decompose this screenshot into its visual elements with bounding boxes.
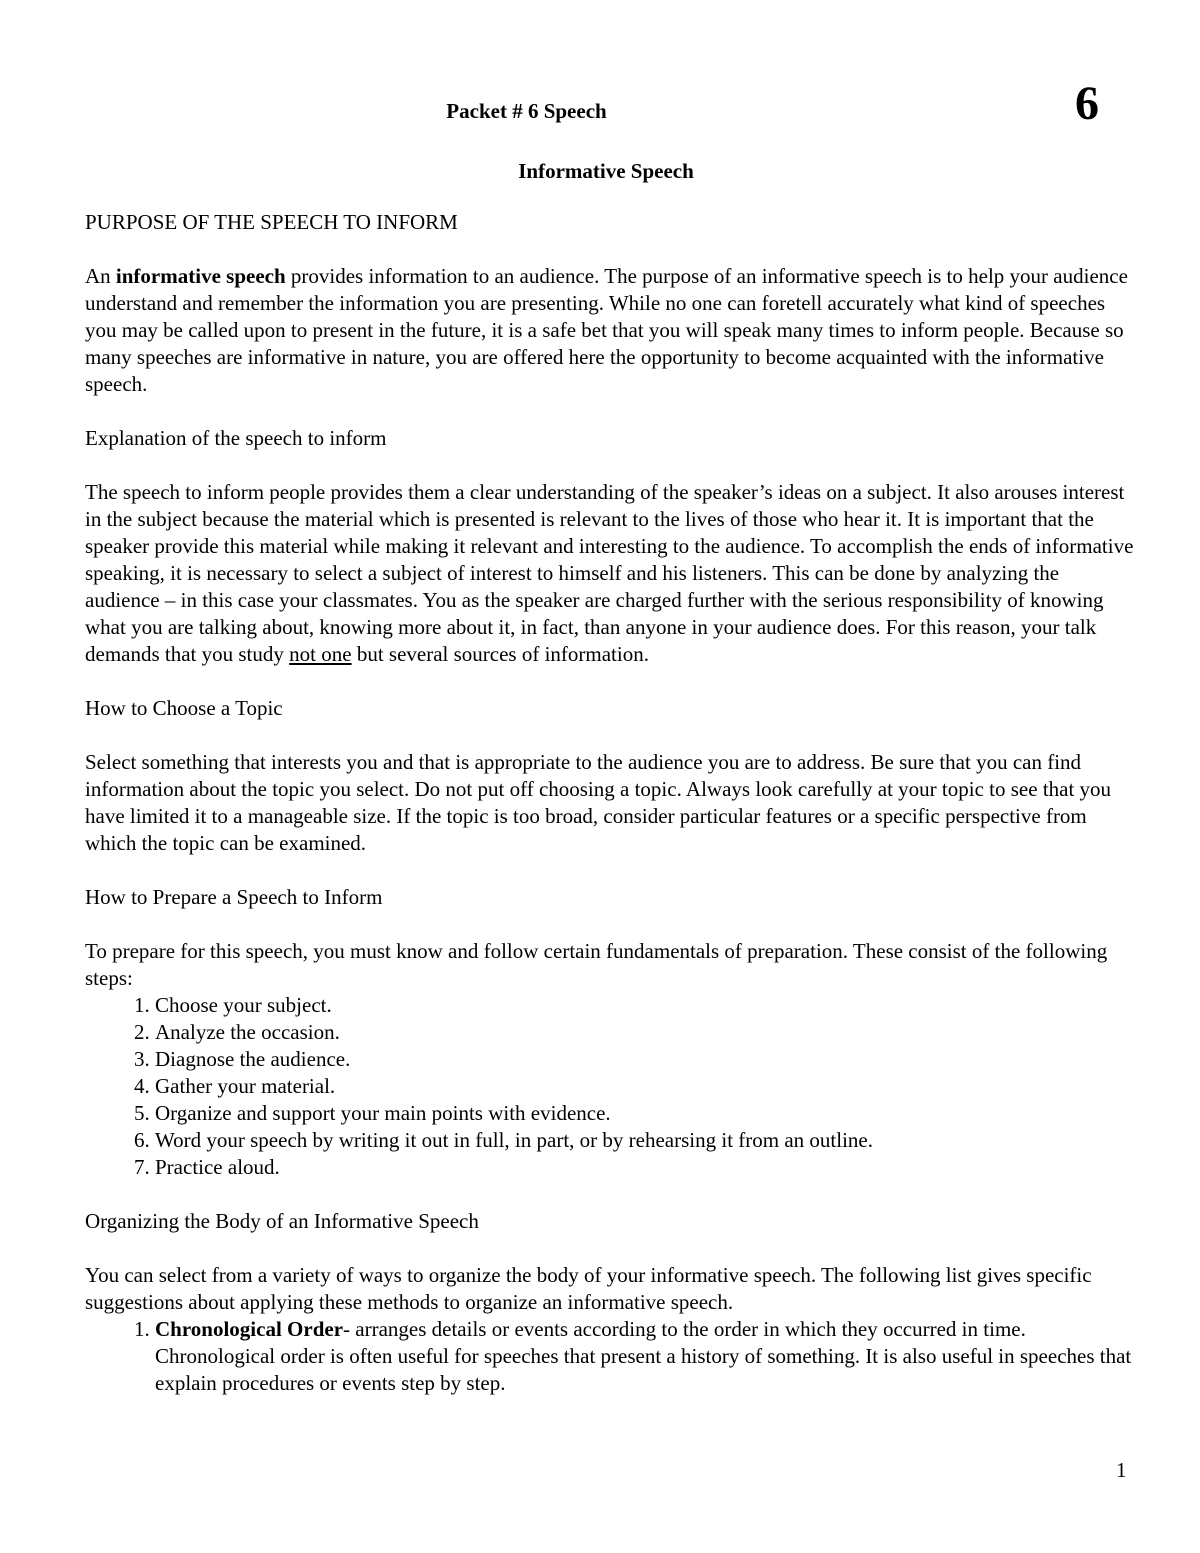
list-item: 7. Practice aloud. xyxy=(155,1154,1135,1181)
method-description: - arranges details or events according to the order in which they occurred in time. Chronological order is often useful for speeches that present a history of something. It is also useful in speeches that explain procedures or events step by step. xyxy=(155,1317,1132,1395)
purpose-paragraph xyxy=(85,263,1135,398)
not-one-emphasis: not one xyxy=(289,642,352,666)
explanation-paragraph xyxy=(85,479,1135,668)
explanation-end: but several sources of information. xyxy=(351,642,649,666)
list-item: 6. Word your speech by writing it out in full, in part, or by rehearsing it from an outline. xyxy=(155,1127,1135,1154)
list-item: 3. Diagnose the audience. xyxy=(155,1046,1135,1073)
packet-number: 6 xyxy=(1075,77,1099,130)
explanation-text: The speech to inform people provides them a clear understanding of the speaker’s ideas on a subject. It also arouses interest in the subject because the material which is presented is relevant to the lives of those who hear it. It is important that the speaker provide this material while making it relevant and interesting to the audience. To accomplish the ends of informative speaking, it is necessary to select a subject of interest to himself and his listeners. This can be done by analyzing the audience – in this case your classmates. You as the speaker are charged further with the serious responsibility of knowing what you are talking about, knowing more about it, in fact, than anyone in your audience does. For this reason, your talk demands that you study xyxy=(85,480,1134,666)
packet-title: Packet # 6 Speech xyxy=(446,99,607,123)
section-heading-prepare: How to Prepare a Speech to Inform xyxy=(85,885,383,909)
page-number: 1 xyxy=(1116,1458,1127,1482)
purpose-lead: An xyxy=(85,264,116,288)
section-heading-choose-topic: How to Choose a Topic xyxy=(85,696,283,720)
preparation-steps-list xyxy=(85,992,1135,1181)
choose-topic-paragraph: Select something that interests you and that is appropriate to the audience you are to address. Be sure that you can find information about the topic you select. Do not put off choosing a topic. Always look carefully at your topic to see that you have limited it to a manageable size. If the topic is too broad, consider particular features or a specific perspective from which the topic can be examined. xyxy=(85,750,1112,855)
organization-methods-list xyxy=(85,1316,1135,1397)
informative-speech-term: informative speech xyxy=(115,264,286,288)
section-heading-organizing: Organizing the Body of an Informative Speech xyxy=(85,1209,479,1233)
prepare-paragraph: To prepare for this speech, you must know and follow certain fundamentals of preparation. These consist of the following steps: xyxy=(85,939,1108,990)
purpose-text: provides information to an audience. The purpose of an informative speech is to help your audience understand and remember the information you are presenting. While no one can foretell accurately what kind of speeches you may be called upon to present in the future, it is a safe bet that you will speak many times to inform people. Because so many speeches are informative in nature, you are offered here the opportunity to become acquainted with the informative speech. xyxy=(85,264,1128,396)
organizing-paragraph: You can select from a variety of ways to organize the body of your informative speech. The following list gives specific suggestions about applying these methods to organize an informative speech. xyxy=(85,1263,1092,1314)
list-item: 2. Analyze the occasion. xyxy=(155,1019,1135,1046)
section-heading-purpose: PURPOSE OF THE SPEECH TO INFORM xyxy=(85,210,458,234)
list-item: 4. Gather your material. xyxy=(155,1073,1135,1100)
document-subtitle: Informative Speech xyxy=(518,159,694,183)
list-item: 1. Choose your subject. xyxy=(155,992,1135,1019)
document-body xyxy=(85,209,1135,1424)
section-heading-explanation: Explanation of the speech to inform xyxy=(85,426,387,450)
list-item xyxy=(155,1316,1135,1397)
method-term: Chronological Order xyxy=(155,1317,344,1341)
list-item: 5. Organize and support your main points with evidence. xyxy=(155,1100,1135,1127)
